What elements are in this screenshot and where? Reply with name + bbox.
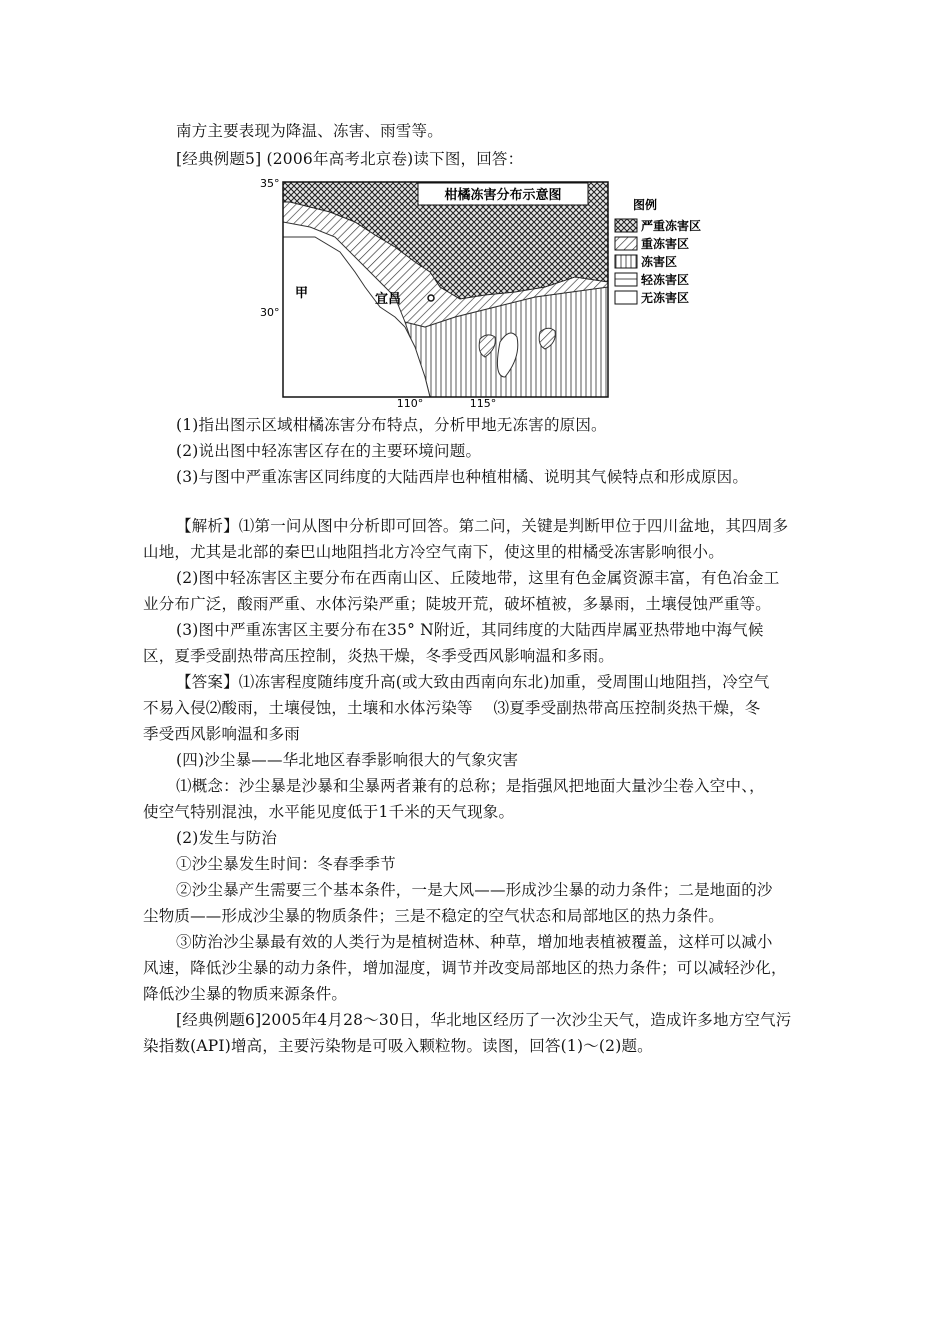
question-2: (2)说出图中轻冻害区存在的主要环境问题。 [176, 442, 482, 460]
question-3: (3)与图中严重冻害区同纬度的大陆西岸也种植柑橘、说明其气候特点和形成原因。 [176, 468, 749, 486]
legend-frost: 冻害区 [641, 255, 678, 269]
answer-line: 不易入侵⑵酸雨，土壤侵蚀，土壤和水体污染等 ⑶夏季受副热带高压控制炎热干燥，冬 [143, 699, 761, 717]
body-line: ③防治沙尘暴最有效的人类行为是植树造林、种草，增加地表植被覆盖，这样可以减小 [176, 933, 773, 951]
legend-swatch-heavy [615, 237, 637, 250]
map-title: 柑橘冻害分布示意图 [444, 188, 562, 203]
place-yichang: 宜昌 [375, 292, 402, 307]
body-line: ⑴概念：沙尘暴是沙暴和尘暴两者兼有的总称；是指强风把地面大量沙尘卷入空中、， [176, 777, 765, 795]
example-heading: [经典例题6]2005年4月28～30日，华北地区经历了一次沙尘天气，造成许多地方空气污 [176, 1011, 792, 1029]
body-line: 风速，降低沙尘暴的动力条件，增加湿度，调节并改变局部地区的热力条件；可以减轻沙化， [143, 959, 787, 977]
legend-swatch-light [615, 273, 637, 286]
lon-label-110: 110° [396, 397, 424, 407]
body-line: ①沙尘暴发生时间：冬春季季节 [176, 855, 396, 873]
legend-light: 轻冻害区 [641, 273, 690, 287]
body-line: (2)发生与防治 [176, 829, 278, 847]
body-line: 尘物质——形成沙尘暴的物质条件；三是不稳定的空气状态和局部地区的热力条件。 [143, 907, 724, 925]
legend-swatch-frost [615, 255, 637, 268]
answer-line: 季受西风影响温和多雨 [143, 725, 301, 743]
answer-line: 【答案】⑴冻害程度随纬度升高(或大致由西南向东北)加重，受周围山地阻挡，冷空气 [176, 673, 770, 691]
legend-swatch-none [615, 291, 637, 304]
legend-swatch-severe [615, 219, 637, 232]
analysis-line: 区，夏季受副热带高压控制，炎热干燥，冬季受西风影响温和多雨。 [143, 647, 615, 665]
body-line: 使空气特别混浊，水平能见度低于1千米的天气现象。 [143, 803, 515, 821]
analysis-line: (3)图中严重冻害区主要分布在35° N附近，其同纬度的大陆西岸属亚热带地中海气候 [176, 621, 764, 639]
citrus-frost-map [255, 177, 715, 407]
question-1: (1)指出图示区域柑橘冻害分布特点，分析甲地无冻害的原因。 [176, 416, 607, 434]
analysis-line: 业分布广泛，酸雨严重、水体污染严重；陡坡开荒，破坏植被，多暴雨，土壤侵蚀严重等。 [143, 595, 772, 613]
example-heading: [经典例题5] (2006年高考北京卷)读下图，回答： [176, 150, 524, 168]
legend-none: 无冻害区 [641, 291, 690, 305]
body-line: 染指数(API)增高，主要污染物是可吸入颗粒物。读图，回答(1)～(2)题。 [143, 1037, 653, 1055]
analysis-line: 【解析】⑴第一问从图中分析即可回答。第二问，关键是判断甲位于四川盆地，其四周多 [176, 517, 789, 535]
lat-label-35: 35° [260, 177, 280, 190]
section-heading: (四)沙尘暴——华北地区春季影响很大的气象灾害 [176, 751, 519, 769]
text-line: 南方主要表现为降温、冻害、雨雪等。 [176, 122, 443, 140]
legend-title: 图例 [633, 198, 658, 212]
body-line: 降低沙尘暴的物质来源条件。 [143, 985, 348, 1003]
legend-severe: 严重冻害区 [641, 219, 702, 233]
yichang-marker [428, 295, 434, 301]
lat-label-30: 30° [260, 306, 280, 319]
analysis-line: (2)图中轻冻害区主要分布在西南山区、丘陵地带，这里有色金属资源丰富，有色冶金工 [176, 569, 780, 587]
analysis-line: 山地，尤其是北部的秦巴山地阻挡北方冷空气南下，使这里的柑橘受冻害影响很小。 [143, 543, 724, 561]
lon-label-115: 115° [469, 397, 497, 407]
legend-heavy: 重冻害区 [641, 237, 690, 251]
body-line: ②沙尘暴产生需要三个基本条件，一是大风——形成沙尘暴的动力条件；二是地面的沙 [176, 881, 773, 899]
place-jia: 甲 [295, 286, 309, 301]
